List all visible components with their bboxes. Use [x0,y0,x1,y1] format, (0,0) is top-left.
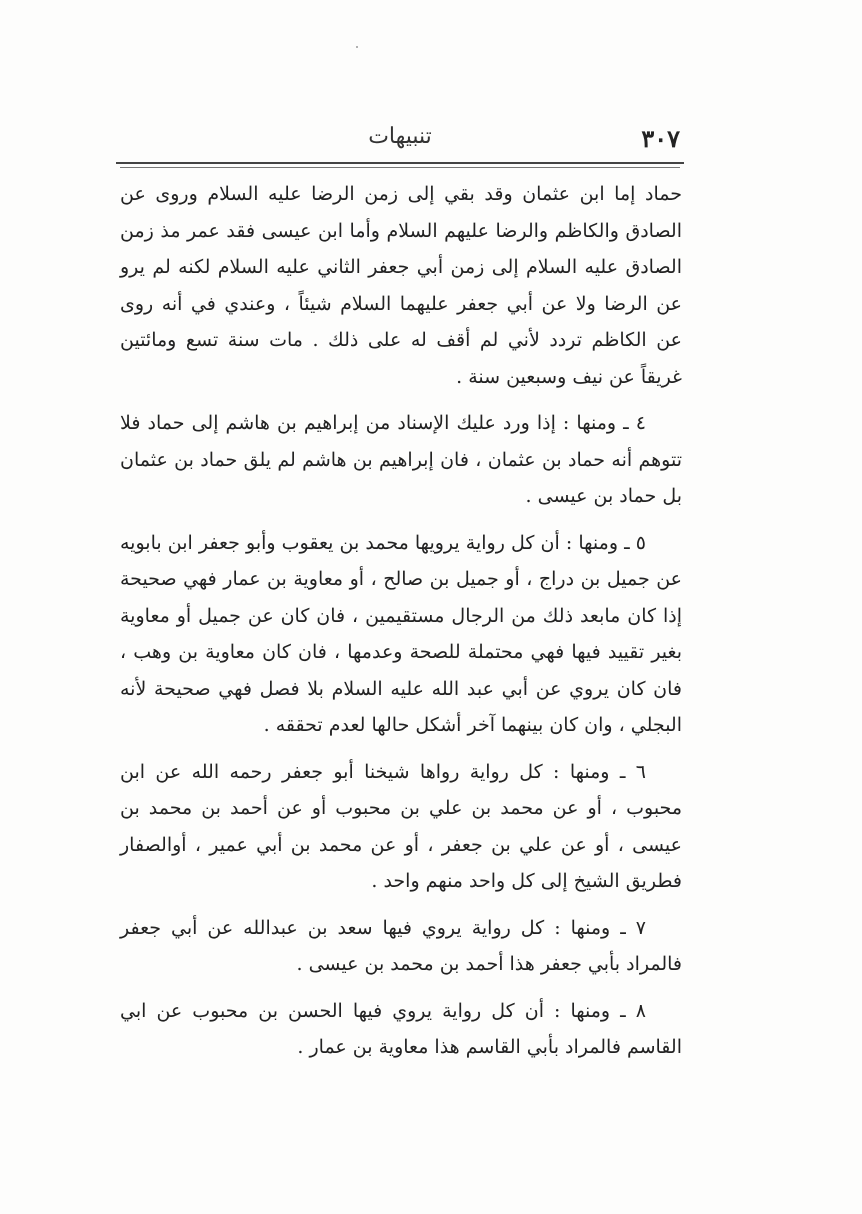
paragraph-continuation: حماد إما ابن عثمان وقد بقي إلى زمن الرضا عليه السلام وروى عن الصادق والكاظم والرضا عليهم السلام وأما ابن عيسى فقد عمر مذ زمن الصادق عليه السلام إلى زمن أبي جعفر الثاني عليه السلام لكنه لم يرو عن الرضا ولا عن أبي جعفر عليهما السلام شيئاً ، وعندي في أنه روى عن الكاظم تردد لأني لم أقف له على ذلك . مات سنة تسع ومائتين غريقاً عن نيف وسبعين سنة . [120,183,682,388]
page-header [120,120,680,160]
running-title: تنبيهات [368,124,432,149]
body-text [120,176,682,1076]
header-rule-thin [120,167,680,168]
page-number: ٣٠٧ [641,124,680,153]
paragraph-item-4: ٤ ـ ومنها : إذا ورد عليك الإسناد من إبراهيم بن هاشم إلى حماد فلا تتوهم أنه حماد بن عثمان ، فان إبراهيم بن هاشم لم يلق حماد بن عثمان بل حماد بن عيسى . [120,412,682,507]
header-rule-thick [116,162,684,164]
paragraph-item-6: ٦ ـ ومنها : كل رواية رواها شيخنا أبو جعفر رحمه الله عن ابن محبوب ، أو عن محمد بن علي بن محبوب أو عن أحمد بن محمد بن عيسى ، أو عن علي بن جعفر ، أو عن محمد بن أبي عمير ، أوالصفار فطريق الشيخ إلى كل واحد منهم واحد . [120,760,682,892]
paragraph-item-8: ٨ ـ ومنها : أن كل رواية يروي فيها الحسن بن محبوب عن ابي القاسم فالمراد بأبي القاسم هذا معاوية بن عمار . [120,999,682,1058]
paragraph-item-7: ٧ ـ ومنها : كل رواية يروي فيها سعد بن عبدالله عن أبي جعفر فالمراد بأبي جعفر هذا أحمد بن محمد بن عيسى . [120,916,682,975]
page-speck [356,46,358,48]
paragraph-item-5: ٥ ـ ومنها : أن كل رواية يرويها محمد بن يعقوب وأبو جعفر ابن بابويه عن جميل بن دراج ، أو جميل بن صالح ، أو معاوية بن عمار فهي صحيحة إذا كان مابعد ذلك من الرجال مستقيمين ، فان كان عن جميل أو معاوية بغير تقييد فيها فهي محتملة للصحة وعدمها ، فان كان معاوية بن وهب ، فان كان يروي عن أبي عبد الله عليه السلام بلا فصل فهي صحيحة لأنه البجلي ، وان كان بينهما آخر أشكل حالها لعدم تحققه . [120,531,682,736]
